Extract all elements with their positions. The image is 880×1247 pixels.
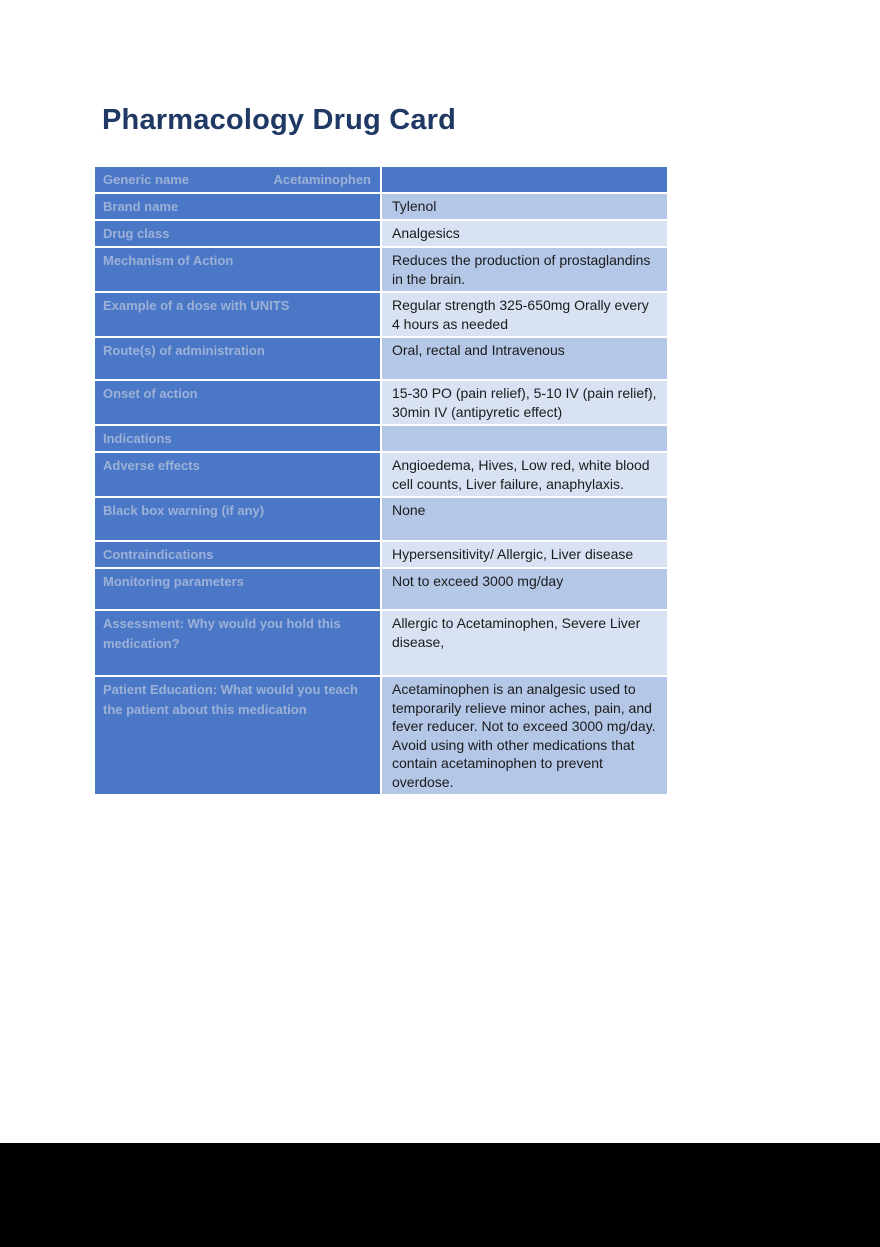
drug-card-table	[95, 167, 667, 794]
label-cell: Black box warning (if any)	[95, 498, 380, 540]
table-row-routes	[95, 338, 667, 379]
value-cell: Tylenol	[382, 194, 667, 219]
table-row-dose-example	[95, 293, 667, 336]
value-cell: Hypersensitivity/ Allergic, Liver disease	[382, 542, 667, 567]
table-row-generic-name	[95, 167, 667, 192]
label-cell: Indications	[95, 426, 380, 451]
label-cell	[95, 167, 380, 192]
label-cell: Example of a dose with UNITS	[95, 293, 380, 336]
label-cell: Mechanism of Action	[95, 248, 380, 291]
label-cell: Contraindications	[95, 542, 380, 567]
table-row-indications	[95, 426, 667, 451]
table-row-mechanism-of-action	[95, 248, 667, 291]
value-cell	[382, 426, 667, 451]
value-cell: Angioedema, Hives, Low red, white blood cell counts, Liver failure, anaphylaxis.	[382, 453, 667, 496]
label-cell: Patient Education: What would you teach the patient about this medication	[95, 677, 380, 794]
label-cell: Route(s) of administration	[95, 338, 380, 379]
value-cell: Not to exceed 3000 mg/day	[382, 569, 667, 609]
table-row-brand-name	[95, 194, 667, 219]
value-cell: Oral, rectal and Intravenous	[382, 338, 667, 379]
label-cell: Onset of action	[95, 381, 380, 424]
generic-name-value: Acetaminophen	[273, 172, 371, 187]
label-cell: Adverse effects	[95, 453, 380, 496]
table-row-patient-education	[95, 677, 667, 794]
value-cell: None	[382, 498, 667, 540]
value-cell: Reduces the production of prostaglandins in the brain.	[382, 248, 667, 291]
table-row-onset-of-action	[95, 381, 667, 424]
label-cell: Assessment: Why would you hold this medication?	[95, 611, 380, 675]
page-title: Pharmacology Drug Card	[102, 104, 457, 136]
table-row-adverse-effects	[95, 453, 667, 496]
table-row-contraindications	[95, 542, 667, 567]
label-cell: Brand name	[95, 194, 380, 219]
row-label: Generic name	[103, 172, 189, 187]
label-cell: Monitoring parameters	[95, 569, 380, 609]
footer-black-band	[0, 1143, 880, 1247]
table-row-drug-class	[95, 221, 667, 246]
label-cell: Drug class	[95, 221, 380, 246]
value-cell: Regular strength 325-650mg Orally every 4 hours as needed	[382, 293, 667, 336]
table-row-assessment	[95, 611, 667, 675]
value-cell: Acetaminophen is an analgesic used to temporarily relieve minor aches, pain, and fever reducer. Not to exceed 3000 mg/day. Avoid using with other medications that contain acetaminophen to prevent overdose.	[382, 677, 667, 794]
value-cell: Allergic to Acetaminophen, Severe Liver disease,	[382, 611, 667, 675]
table-row-monitoring-parameters	[95, 569, 667, 609]
value-cell: Analgesics	[382, 221, 667, 246]
value-cell-empty	[382, 167, 667, 192]
value-cell: 15-30 PO (pain relief), 5-10 IV (pain relief), 30min IV (antipyretic effect)	[382, 381, 667, 424]
table-row-black-box-warning	[95, 498, 667, 540]
